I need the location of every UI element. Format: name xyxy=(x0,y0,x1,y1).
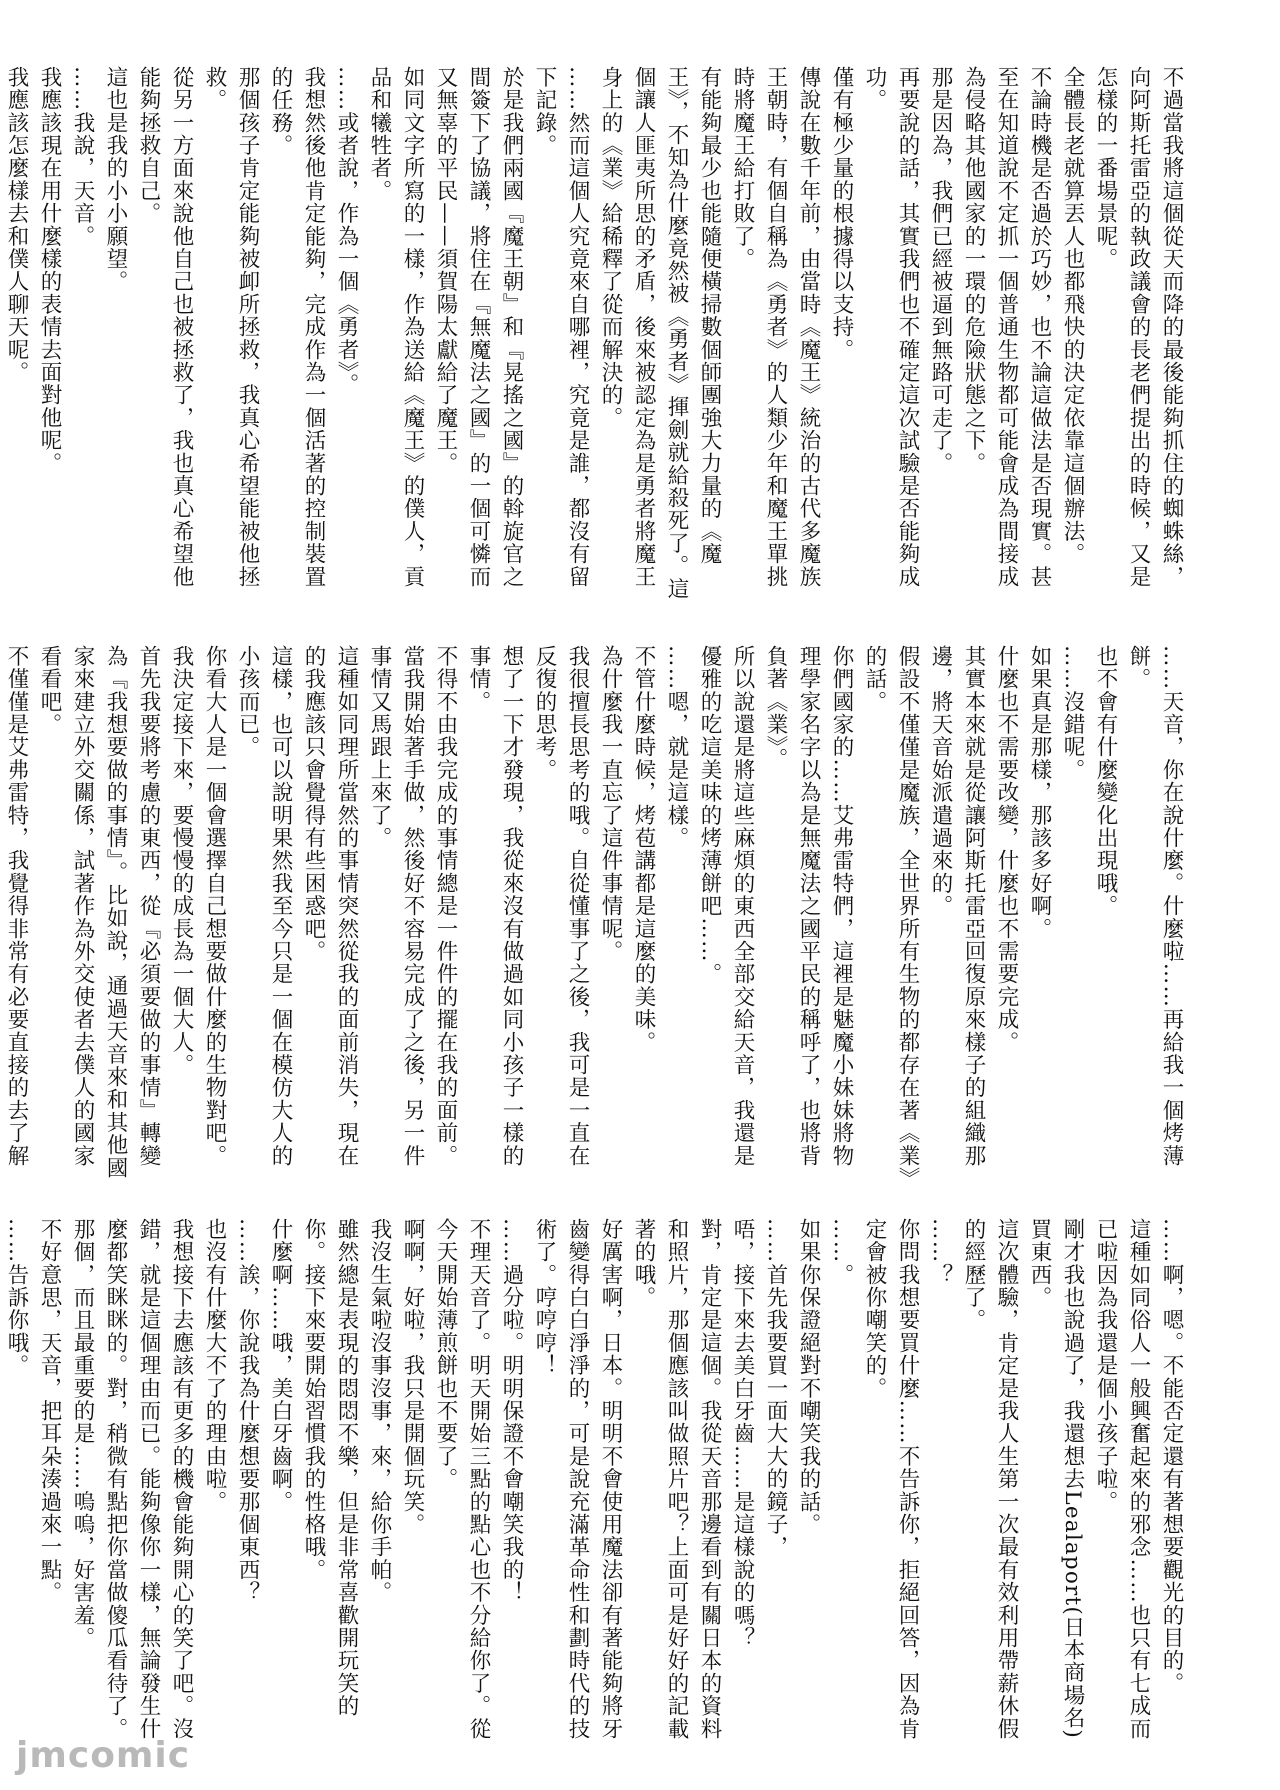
paragraph: 全體長老就算丟人也都飛快的決定依靠這個辦法。 xyxy=(1060,66,1085,566)
paragraph: 這種如同理所當然的事情突然從我的面前消失，現在的我應該只會覺得有些困惑吧。 xyxy=(301,645,359,1168)
paragraph: ……啊，嗯。不能否定還有著想要觀光的目的。 xyxy=(1159,1218,1184,1695)
paragraph: 那是因為，我們已經被逼到無路可走了。 xyxy=(928,66,953,475)
paragraph: 我決定接下來，要慢慢的成長為一個大人。 xyxy=(169,645,194,1077)
paragraph: 那個孩子肯定能夠被卹所拯救，我真心希望能被他拯救。 xyxy=(202,66,260,589)
paragraph: 你看大人是一個會選擇自己想要做什麼的生物對吧。 xyxy=(202,645,227,1168)
paragraph: 如同文字所寫的一樣，作為送給《魔王》的僕人，貢品和犧牲者。 xyxy=(367,66,425,589)
paragraph: ……沒錯呢。 xyxy=(1060,645,1085,782)
paragraph: 有能夠最少也能隨便橫掃數個師團強大力量的《魔王》，不知為什麼竟然被《勇者》揮劍就給殺死了。這個讓人匪夷所思的矛盾，後來被認定為是勇者將魔王身上的《業》給稀釋了從而解決的。 xyxy=(598,66,722,601)
paragraph: 雖然總是表現的悶悶不樂，但是非常喜歡開玩笑的你。接下來要開始習慣我的性格哦。 xyxy=(301,1218,359,1718)
paragraph: 我想然後他肯定能夠，完成作為一個活著的控制裝置的任務。 xyxy=(268,66,326,589)
paragraph: 我沒生氣啦沒事沒事，來，給你手帕。 xyxy=(367,1218,392,1604)
paragraph: 我很擅長思考的哦。自從懂事了之後，我可是一直在反復的思考。 xyxy=(532,645,590,1168)
paragraph: 這次體驗，肯定是我人生第一次最有效利用帶薪休假的經歷了。 xyxy=(961,1218,1019,1741)
paragraph: 傳說在數千年前，由當時《魔王》統治的古代多魔族王朝時，有個自稱為《勇者》的人類少年和魔王單挑時將魔王給打敗了。 xyxy=(730,66,821,589)
paragraph: 好厲害啊，日本。明明不會使用魔法卻有著能夠將牙齒變得白白淨淨的，可是說充滿革命性和劃時代的技術了。哼哼哼！ xyxy=(532,1218,623,1741)
paragraph: 我想接下去應該有更多的機會能夠開心的笑了吧。沒錯，就是這個理由而已。能夠像你一樣，無論發生什麼都笑眯眯的。對，稍微有點把你當做傻瓜看待了。 xyxy=(103,1218,194,1741)
paragraph: ……首先我要買一面大大的鏡子， xyxy=(763,1218,788,1559)
paragraph: 當我開始著手做，然後好不容易完成了之後，另一件事情又馬跟上來了。 xyxy=(367,645,425,1168)
paragraph: ……？ xyxy=(928,1218,953,1287)
paragraph: 這樣，也可以說明果然我至今只是一個在模仿大人的小孩而已。 xyxy=(235,645,293,1168)
text-tier-middle xyxy=(4,645,1188,1185)
paragraph: 其實本來就是從讓阿斯托雷亞回復原來樣子的組織那邊，將天音始派遣過來的。 xyxy=(928,645,986,1168)
paragraph: 如果你保證絕對不嘲笑我的話。 xyxy=(796,1218,821,1536)
paragraph: 也沒有什麼大不了的理由啦。 xyxy=(202,1218,227,1514)
paragraph: 我應該怎麼樣去和僕人聊天呢。 xyxy=(4,66,29,384)
paragraph: 不得不由我完成的事情總是一件件的擺在我的面前。 xyxy=(433,645,458,1168)
paragraph: 如果真是那樣，那該多好啊。 xyxy=(1027,645,1052,941)
paragraph: 僅有極少量的根據得以支持。 xyxy=(829,66,854,362)
paragraph: 什麼啊……哦，美白牙齒啊。 xyxy=(268,1218,293,1514)
paragraph: ……天音，你在說什麼。什麼啦……再給我一個烤薄餅。 xyxy=(1126,645,1184,1168)
paragraph: 這也是我的小小願望。 xyxy=(103,66,128,293)
paragraph: 從另一方面來說他自己也被拯救了，我也真心希望他能夠拯救自己。 xyxy=(136,66,194,589)
paragraph: ……過分啦。明明保證不會嘲笑我的！ xyxy=(499,1218,524,1604)
paragraph: 也不會有什麼變化出現哦。 xyxy=(1093,645,1118,918)
paragraph: 剛才我也說過了，我還想去Lealaport(日本商場名)買東西。 xyxy=(1027,1218,1085,1740)
watermark-logo: jmcomic xyxy=(16,1735,191,1776)
paragraph: ……我說，天音。 xyxy=(70,66,95,248)
paragraph: 唔，接下來去美白牙齒……是這樣說的嗎？ xyxy=(730,1218,755,1650)
paragraph: 你問我想要買什麼……不告訴你，拒絕回答，因為肯定會被你嘲笑的。 xyxy=(862,1218,920,1741)
paragraph: 我應該現在用什麼樣的表情去面對他呢。 xyxy=(37,66,62,475)
paragraph: 不論時機是否過於巧妙，也不論這做法是否現實。甚至在知道說不定抓一個普通生物都可能會成為間接成為侵略其他國家的一環的危險狀態之下。 xyxy=(961,66,1052,589)
paragraph: 再要說的話，其實我們也不確定這次試驗是否能夠成功。 xyxy=(862,66,920,589)
paragraph: 不管什麼時候，烤苞講都是這麼的美味。 xyxy=(631,645,656,1054)
paragraph: 不好意思，天音，把耳朵湊過來一點。 xyxy=(37,1218,62,1604)
paragraph: 這種如同俗人一般興奮起來的邪念……也只有七成而已啦因為我還是個小孩子啦。 xyxy=(1093,1218,1151,1741)
paragraph: 那個，而且最重要的是……嗚嗚，好害羞。 xyxy=(70,1218,95,1650)
paragraph: 不過當我將這個從天而降的最後能夠抓住的蜘蛛絲，向阿斯托雷亞的執政議會的長老們提出的時候，又是怎樣的一番場景呢。 xyxy=(1093,66,1184,589)
paragraph: 想了一下才發現，我從來沒有做過如同小孩子一樣的事情。 xyxy=(466,645,524,1168)
paragraph: 為什麼我一直忘了這件事情呢。 xyxy=(598,645,623,963)
paragraph: 對，肯定是這個。我從天音那邊看到有關日本的資料和照片，那個應該叫做照片吧？上面可是好好的記載著的哦。 xyxy=(631,1218,722,1741)
paragraph: ……誒，你說我為什麼想要那個東西？ xyxy=(235,1218,260,1604)
paragraph: 所以說還是將這些麻煩的東西全部交給天音，我還是優雅的吃這美味的烤薄餅吧……。 xyxy=(697,645,755,1168)
paragraph: ……告訴你哦。 xyxy=(4,1218,29,1377)
paragraph: ……然而這個人究竟來自哪裡，究竟是誰，都沒有留下記錄。 xyxy=(532,66,590,589)
paragraph: 假設不僅僅是魔族，全世界所有生物的都存在著《業》的話。 xyxy=(862,645,920,1180)
paragraph: ……嗯，就是這樣。 xyxy=(664,645,689,850)
paragraph: 不理天音了。明天開始三點的點心也不分給你了。從今天開始薄煎餅也不要了。 xyxy=(433,1218,491,1741)
paragraph: 你們國家的……艾弗雷特們，這裡是魅魔小妹妹將物理學家名字以為是無魔法之國平民的稱呼了，也將背負著《業》。 xyxy=(763,645,854,1168)
paragraph: 不僅僅是艾弗雷特，我覺得非常有必要直接的去了解 xyxy=(4,645,29,1168)
text-tier-top xyxy=(4,66,1188,606)
paragraph: 啊啊，好啦，我只是開個玩笑。 xyxy=(400,1218,425,1536)
paragraph: 首先我要將考慮的東西，從『必須要做的事情』轉變為『我想要做的事情』。比如說，通過天音來和其他國家來建立外交關係，試著作為外交使者去僕人的國家看看吧。 xyxy=(37,645,161,1180)
paragraph: 於是我們兩國『魔王朝』和『晃搖之國』的斡旋官之間簽下了協議，將住在『無魔法之國』的一個可憐而又無辜的平民——須賀陽太獻給了魔王。 xyxy=(433,66,524,589)
paragraph: 什麼也不需要改變，什麼也不需要完成。 xyxy=(994,645,1019,1054)
paragraph: ……或者說，作為一個《勇者》。 xyxy=(334,66,359,396)
paragraph: ……。 xyxy=(829,1218,854,1287)
